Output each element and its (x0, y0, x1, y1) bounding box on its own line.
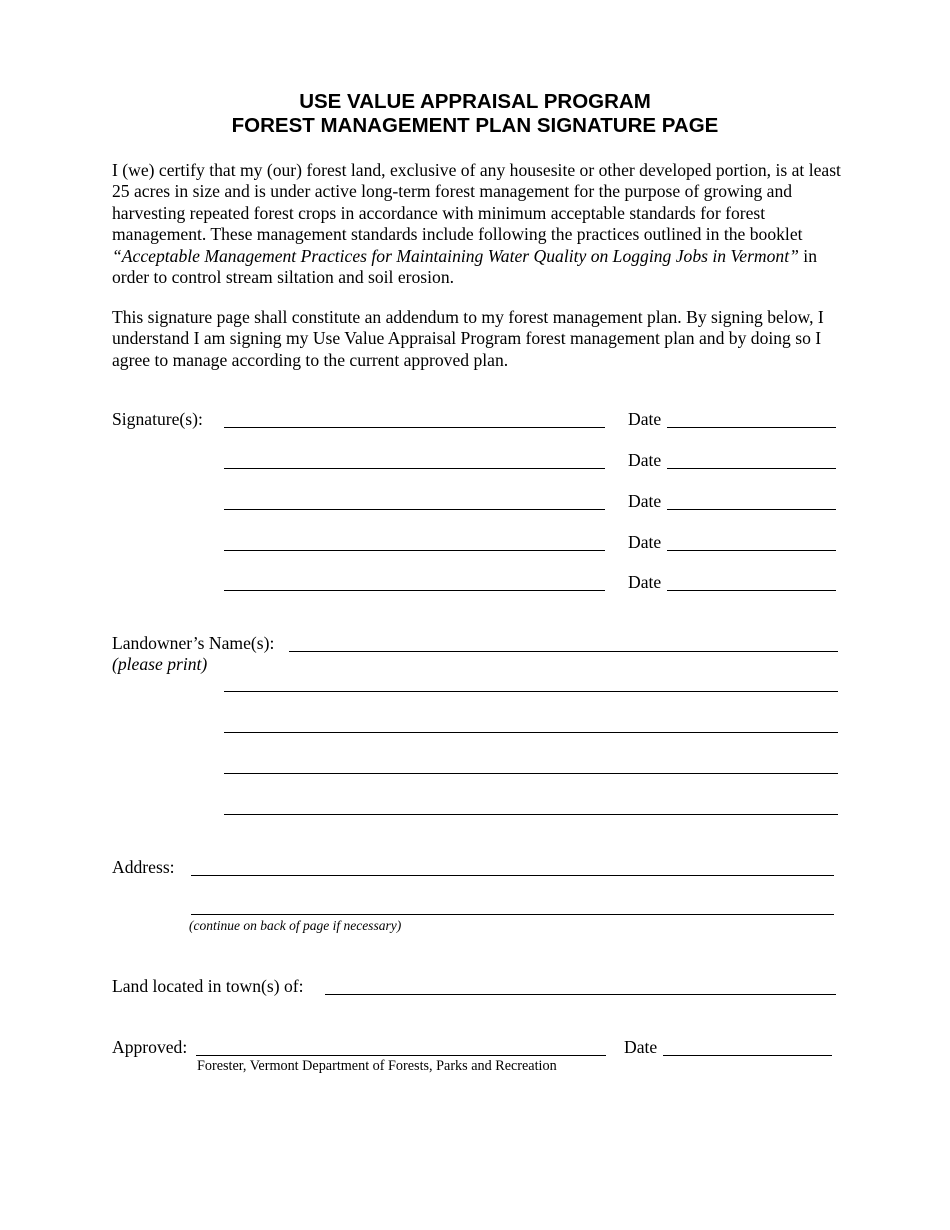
address-line-2[interactable] (191, 914, 834, 915)
signature-date-line-1[interactable] (667, 427, 836, 428)
landowner-name-line-1[interactable] (289, 651, 838, 652)
signature-date-label-4: Date (628, 532, 662, 552)
please-print-hint: (please print) (112, 654, 208, 674)
address-line-1[interactable] (191, 875, 834, 876)
signature-line-2[interactable] (224, 468, 605, 469)
landowner-name-line-3[interactable] (224, 732, 838, 733)
address-label: Address: (112, 857, 175, 877)
signature-date-line-4[interactable] (667, 550, 836, 551)
signature-date-line-2[interactable] (667, 468, 836, 469)
approved-date-label: Date (624, 1037, 658, 1057)
landowner-name-line-4[interactable] (224, 773, 838, 774)
signature-line-5[interactable] (224, 590, 605, 591)
certification-text-start: I (we) certify that my (our) forest land, exclusive of any housesite or other developed portion, is at least 25 acres in size and is under active long-term forest management for the purpose of growing and harvesting repeated forest crops in accordance with minimum acceptable standards for forest management. These management standards include following the practices outlined in the booklet (112, 160, 841, 245)
signature-line-3[interactable] (224, 509, 605, 510)
forester-caption: Forester, Vermont Department of Forests, Parks and Recreation (197, 1058, 557, 1074)
signature-line-4[interactable] (224, 550, 605, 551)
certification-paragraph (112, 160, 852, 288)
booklet-title: “Acceptable Management Practices for Maintaining Water Quality on Logging Jobs in Vermont” (112, 245, 799, 266)
signature-date-label-3: Date (628, 491, 662, 511)
signature-date-label-2: Date (628, 450, 662, 470)
signature-date-line-3[interactable] (667, 509, 836, 510)
form-title-line2: FOREST MANAGEMENT PLAN SIGNATURE PAGE (231, 114, 719, 137)
signature-date-label-5: Date (628, 572, 662, 592)
approved-signature-line[interactable] (196, 1055, 606, 1056)
address-continue-note: (continue on back of page if necessary) (189, 918, 402, 933)
landowner-name-line-2[interactable] (224, 691, 838, 692)
landowner-name-line-5[interactable] (224, 814, 838, 815)
approved-date-line[interactable] (663, 1055, 832, 1056)
form-title-line1: USE VALUE APPRAISAL PROGRAM (299, 90, 651, 113)
signature-date-line-5[interactable] (667, 590, 836, 591)
addendum-paragraph: This signature page shall constitute an addendum to my forest management plan. By signing below, I understand I am signing my Use Value Appraisal Program forest management plan and by doing so I agree to manage according to the current approved plan. (112, 307, 824, 370)
certification-text-end: in order to control stream siltation and soil erosion. (112, 245, 817, 288)
signatures-label: Signature(s): (112, 409, 203, 429)
signature-date-label-1: Date (628, 409, 662, 429)
town-line[interactable] (325, 994, 836, 995)
approved-label: Approved: (112, 1037, 188, 1057)
landowner-name-label: Landowner’s Name(s): (112, 633, 275, 653)
signature-line-1[interactable] (224, 427, 605, 428)
town-label: Land located in town(s) of: (112, 976, 304, 996)
